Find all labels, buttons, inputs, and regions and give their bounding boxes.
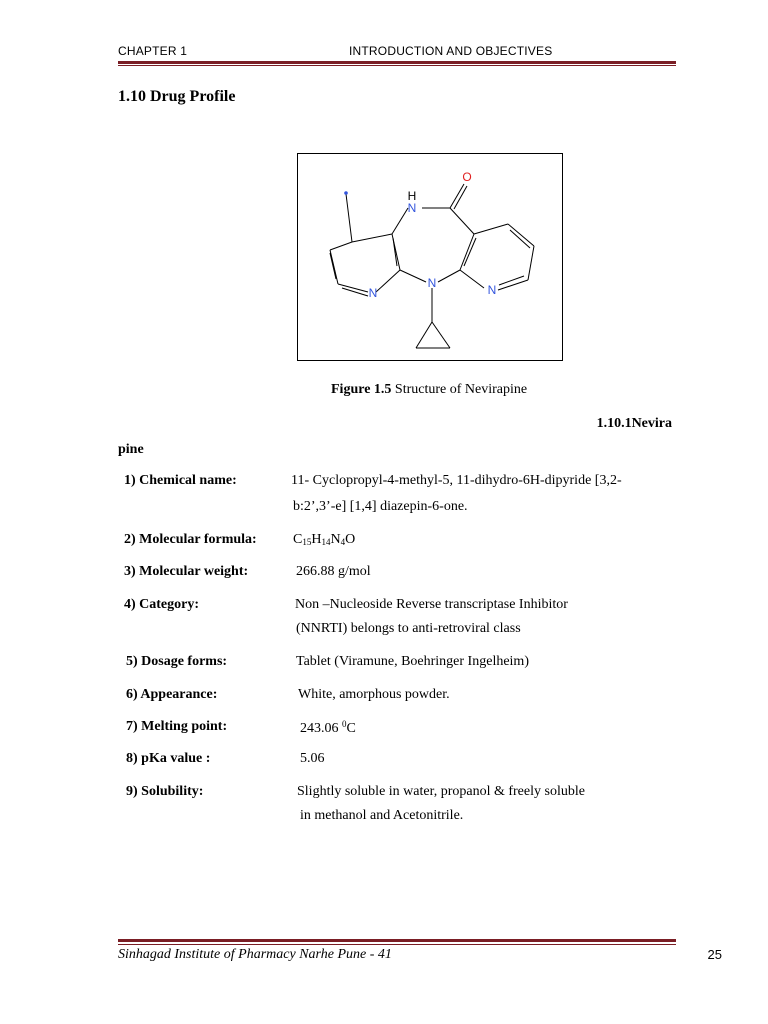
prop-value-pka: 5.06 [300,751,325,766]
prop-value-solubility-cont: in methanol and Acetonitrile. [300,808,464,823]
atom-h: H [407,189,417,203]
structure-figure [297,153,563,361]
figure-caption-label: Figure 1.5 [331,382,392,397]
prop-value-category-cont: (NNRTI) belongs to anti-retroviral class [296,621,521,636]
page-number: 25 [707,947,722,962]
prop-label-chemical-name: 1) Chemical name: [124,473,237,488]
chapter-label: CHAPTER 1 [118,44,188,58]
prop-value-chemical-name: 11- Cyclopropyl-4-methyl-5, 11-dihydro-6H-dipyride [3,2- [291,473,622,488]
prop-value-melting-point: 243.06 $^0$C [300,719,356,736]
footer-rule [118,939,676,942]
prop-value-molecular-weight: 266.88 g/mol [296,564,371,579]
atom-n-right: N [487,283,497,297]
figure-caption [331,382,527,398]
prop-value-category: Non –Nucleoside Reverse transcriptase Inhibitor [295,597,568,612]
atom-n-amide: N [407,201,417,215]
nevirapine-structure-diagram [298,154,562,360]
prop-label-melting-point: 7) Melting point: [126,719,228,734]
methyl-dot [344,191,348,195]
atom-o: O [462,170,472,184]
prop-value-chemical-name-cont: b:2’,3’-e] [1,4] diazepin-6-one. [293,499,468,514]
prop-value-appearance: White, amorphous powder. [298,687,450,702]
prop-label-appearance: 6) Appearance: [126,687,218,702]
footer-institute: Sinhagad Institute of Pharmacy Narhe Pune - 41 [118,947,392,962]
subsection-heading: 1.10.1Nevira [596,416,672,431]
atom-n-central: N [427,276,437,290]
atom-n-left: N [368,286,378,300]
prop-label-pka: 8) pKa value : [126,751,211,766]
footer-rule-thin [118,944,676,945]
prop-label-dosage-forms: 5) Dosage forms: [126,654,228,669]
prop-label-molecular-formula: 2) Molecular formula: [124,532,257,547]
prop-value-solubility: Slightly soluble in water, propanol & freely soluble [297,784,585,799]
subsection-heading-cont: pine [118,442,144,457]
prop-value-molecular-formula: $C_{15}H_{14}N_4O$ [293,532,356,547]
header-rule-thin [118,65,676,66]
prop-label-solubility: 9) Solubility: [126,784,204,799]
prop-label-molecular-weight: 3) Molecular weight: [124,564,249,579]
header-rule [118,61,676,64]
header-title: INTRODUCTION AND OBJECTIVES [349,44,553,58]
prop-label-category: 4) Category: [124,597,200,612]
figure-caption-text: Structure of Nevirapine [391,382,528,397]
prop-value-dosage-forms: Tablet (Viramune, Boehringer Ingelheim) [296,654,529,669]
section-title: 1.10 Drug Profile [118,88,236,105]
